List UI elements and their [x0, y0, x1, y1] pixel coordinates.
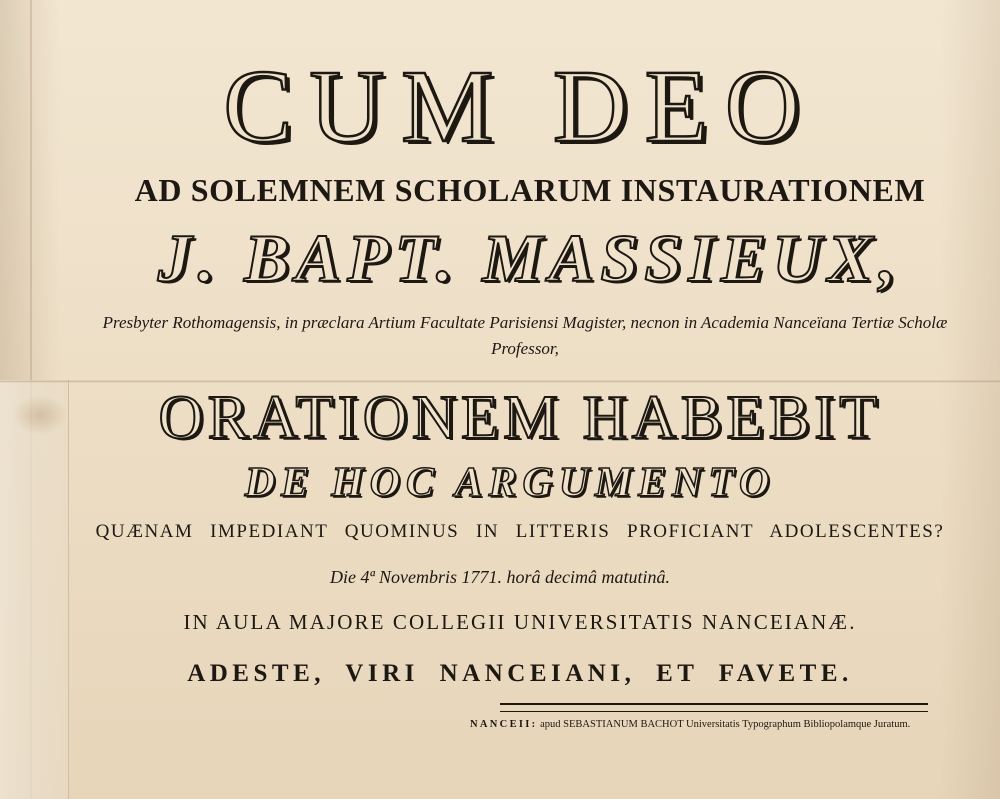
- imprint-city: NANCEII:: [470, 719, 538, 730]
- printer-imprint: [470, 714, 990, 736]
- closing-line: ADESTE, VIRI NANCEIANI, ET FAVETE.: [187, 660, 853, 687]
- oration-heading: ORATIONEM HABEBIT: [158, 384, 882, 452]
- question-line: QUÆNAM IMPEDIANT QUOMINUS IN LITTERIS PROFICIANT ADOLESCENTES?: [95, 521, 945, 542]
- title-heading: CUM DEO: [223, 49, 817, 164]
- subtitle-heading: AD SOLEMNEM SCHOLARUM INSTAURATIONEM: [134, 172, 926, 208]
- imprint-text: apud SEBASTIANUM BACHOT Universitatis Typographum Bibliopolamque Juratum.: [540, 719, 911, 730]
- date-line: Die 4ª Novembris 1771. horâ decimâ matutinâ.: [330, 567, 670, 587]
- orator-description: Presbyter Rothomagensis, in præclara Artium Facultate Parisiensi Magister, necnon in Academia Nanceïana Tertiæ Scholæ Professor,: [102, 313, 948, 358]
- orator-name: J. BAPT. MASSIEUX,: [157, 220, 903, 296]
- torn-left-margin: [0, 380, 69, 799]
- double-rule-divider: [500, 703, 928, 712]
- argument-heading: DE HOC ARGUMENTO: [244, 460, 776, 506]
- place-line: IN AULA MAJORE COLLEGII UNIVERSITATIS NANCEIANÆ.: [183, 610, 857, 634]
